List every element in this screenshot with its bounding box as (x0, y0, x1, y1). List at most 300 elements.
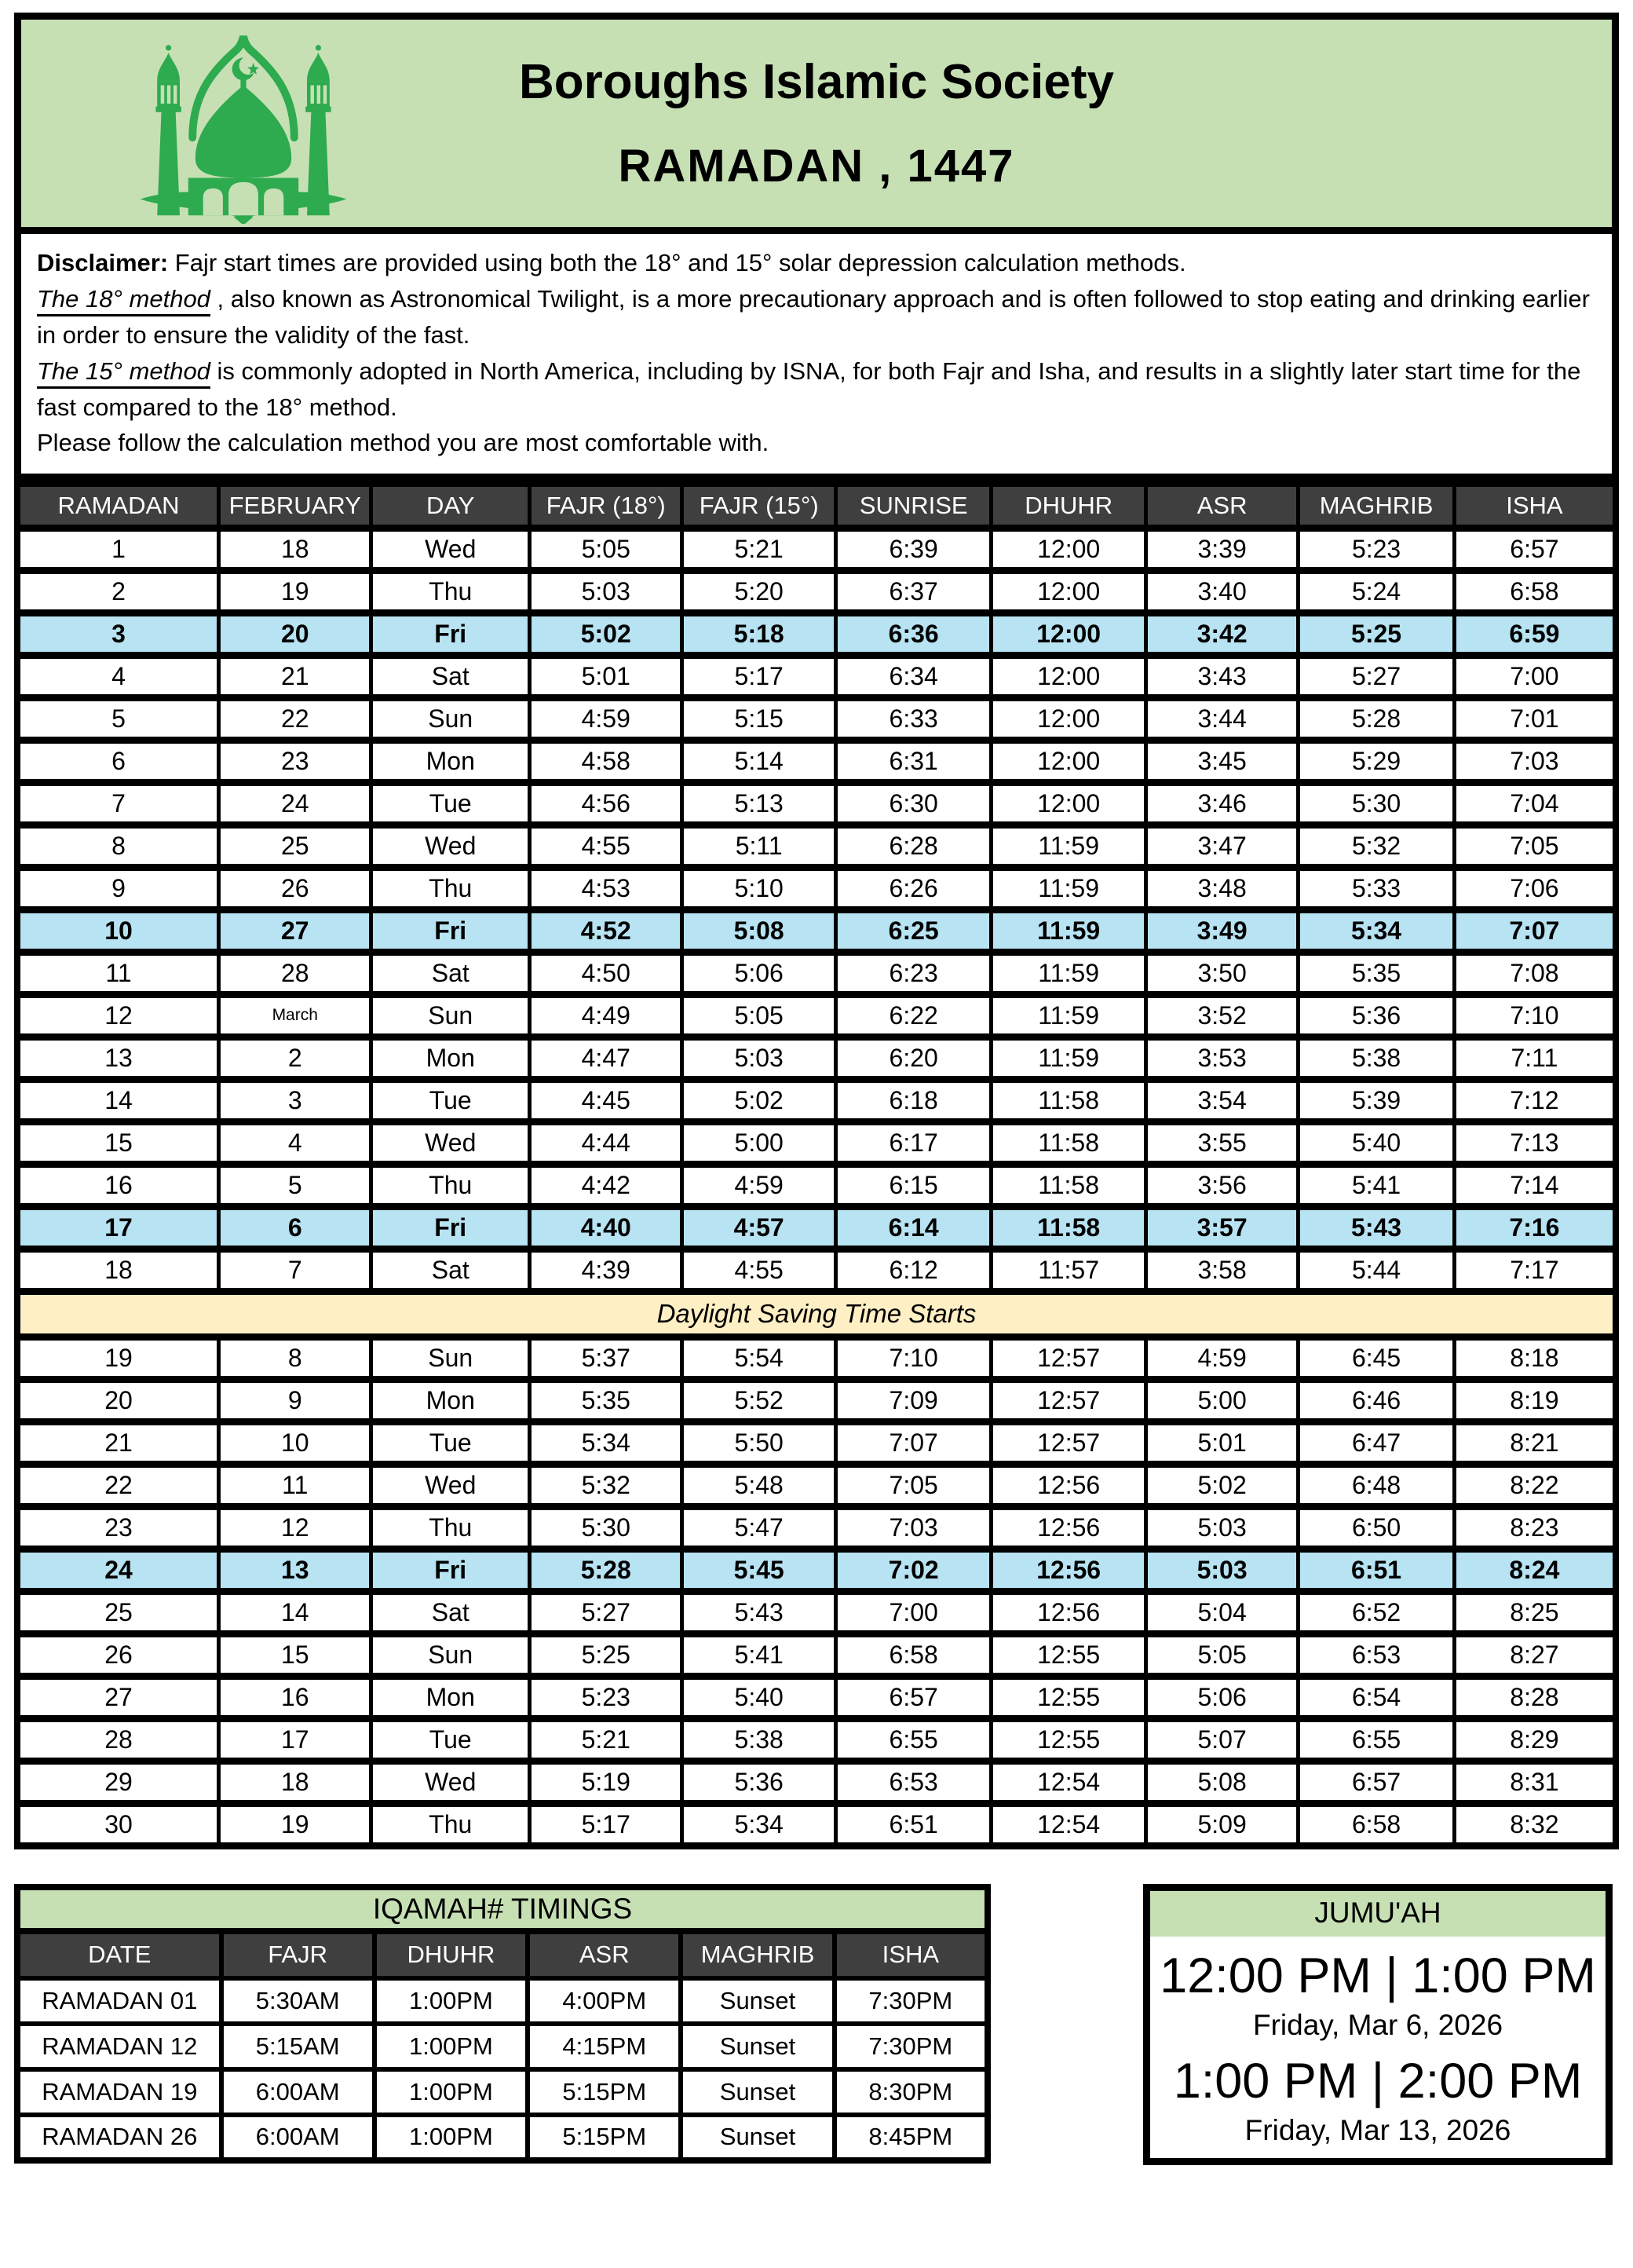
cell-asr: 5:08 (1145, 1761, 1298, 1803)
cell-ramadan: 22 (17, 1464, 219, 1506)
cell-asr: 3:55 (1145, 1121, 1298, 1164)
jumuah-date: Friday, Mar 13, 2026 (1244, 2113, 1511, 2146)
cell-fajr-18: 4:40 (530, 1206, 682, 1249)
timetable-row-ramadan-11 (17, 952, 1616, 994)
jumuah-times: 1:00 PM | 2:00 PM (1173, 2053, 1583, 2109)
cell-isha: 8:21 (1454, 1421, 1616, 1464)
timetable-row-ramadan-3 (17, 613, 1616, 655)
cell-isha: 8:28 (1454, 1676, 1616, 1718)
cell-fajr-15: 4:59 (682, 1164, 835, 1206)
cell-sunrise: 7:03 (835, 1506, 992, 1549)
cell-fajr-15: 5:54 (682, 1337, 835, 1379)
cell-maghrib: 6:50 (1299, 1506, 1455, 1549)
cell-day: Fri (371, 909, 530, 952)
cell-fajr-15: 5:14 (682, 740, 835, 782)
cell-sunrise: 6:57 (835, 1676, 992, 1718)
cell-sunrise: 6:17 (835, 1121, 992, 1164)
cell-isha: 7:00 (1454, 655, 1616, 697)
timetable-row-ramadan-28 (17, 1718, 1616, 1761)
cell-dhuhr: 12:56 (992, 1591, 1145, 1633)
cell-fajr-18: 5:23 (530, 1676, 682, 1718)
timetable-row-ramadan-26 (17, 1633, 1616, 1676)
cell-maghrib: 5:35 (1299, 952, 1455, 994)
cell-maghrib: 6:51 (1299, 1549, 1455, 1591)
cell-asr: 5:02 (1145, 1464, 1298, 1506)
cell-sunrise: 6:30 (835, 782, 992, 825)
disclaimer-label: Disclaimer: (37, 249, 169, 276)
cell-fajr-15: 5:47 (682, 1506, 835, 1549)
cell-maghrib: 5:30 (1299, 782, 1455, 825)
cell-ramadan: 12 (17, 994, 219, 1037)
cell-maghrib: 5:33 (1299, 867, 1455, 909)
iqamah-cell-fajr: 5:15AM (221, 2024, 374, 2069)
timetable-row-ramadan-13 (17, 1037, 1616, 1079)
cell-isha: 7:07 (1454, 909, 1616, 952)
timetable-row-ramadan-8 (17, 825, 1616, 867)
cell-ramadan: 6 (17, 740, 219, 782)
cell-isha: 8:23 (1454, 1506, 1616, 1549)
cell-ramadan: 15 (17, 1121, 219, 1164)
cell-asr: 3:53 (1145, 1037, 1298, 1079)
timetable-row-ramadan-21 (17, 1421, 1616, 1464)
cell-isha: 8:31 (1454, 1761, 1616, 1803)
column-header-fajr-15: FAJR (15°) (682, 484, 835, 528)
cell-february: 5 (219, 1164, 371, 1206)
cell-ramadan: 20 (17, 1379, 219, 1421)
cell-maghrib: 6:47 (1299, 1421, 1455, 1464)
cell-asr: 5:03 (1145, 1506, 1298, 1549)
cell-sunrise: 6:12 (835, 1249, 992, 1291)
cell-dhuhr: 11:57 (992, 1249, 1145, 1291)
method-18-label: The 18° method (37, 284, 210, 313)
cell-fajr-18: 5:02 (530, 613, 682, 655)
cell-fajr-15: 5:18 (682, 613, 835, 655)
cell-ramadan: 9 (17, 867, 219, 909)
cell-maghrib: 6:58 (1299, 1803, 1455, 1845)
cell-february: 15 (219, 1633, 371, 1676)
cell-sunrise: 7:10 (835, 1337, 992, 1379)
cell-sunrise: 6:36 (835, 613, 992, 655)
cell-february: 18 (219, 1761, 371, 1803)
cell-isha: 7:14 (1454, 1164, 1616, 1206)
cell-dhuhr: 12:00 (992, 613, 1145, 655)
cell-dhuhr: 12:00 (992, 528, 1145, 570)
column-header-sunrise: SUNRISE (835, 484, 992, 528)
iqamah-title-row (17, 1887, 988, 1931)
cell-fajr-18: 5:25 (530, 1633, 682, 1676)
cell-february: 23 (219, 740, 371, 782)
column-header-dhuhr: DHUHR (992, 484, 1145, 528)
iqamah-title: IQAMAH# TIMINGS (17, 1887, 988, 1931)
cell-dhuhr: 12:00 (992, 570, 1145, 613)
cell-day: Mon (371, 1037, 530, 1079)
prayer-timetable (14, 481, 1619, 1849)
cell-sunrise: 6:28 (835, 825, 992, 867)
iqamah-column-header-asr: ASR (528, 1931, 681, 1978)
cell-asr: 3:52 (1145, 994, 1298, 1037)
iqamah-cell-isha: 7:30PM (835, 2024, 988, 2069)
timetable-row-ramadan-19 (17, 1337, 1616, 1379)
cell-fajr-18: 5:17 (530, 1803, 682, 1845)
cell-dhuhr: 12:00 (992, 782, 1145, 825)
cell-fajr-15: 5:20 (682, 570, 835, 613)
jumuah-entries (1150, 1948, 1606, 2147)
cell-sunrise: 7:00 (835, 1591, 992, 1633)
iqamah-row-ramadan-26 (17, 2115, 988, 2160)
bottom-section (14, 1884, 1619, 2165)
cell-fajr-18: 5:27 (530, 1591, 682, 1633)
cell-isha: 8:22 (1454, 1464, 1616, 1506)
iqamah-column-header-maghrib: MAGHRIB (681, 1931, 834, 1978)
cell-february: 14 (219, 1591, 371, 1633)
column-header-february: FEBRUARY (219, 484, 371, 528)
cell-fajr-15: 5:38 (682, 1718, 835, 1761)
column-header-day: DAY (371, 484, 530, 528)
cell-ramadan: 14 (17, 1079, 219, 1121)
cell-day: Thu (371, 570, 530, 613)
cell-ramadan: 26 (17, 1633, 219, 1676)
cell-fajr-15: 4:55 (682, 1249, 835, 1291)
cell-isha: 8:29 (1454, 1718, 1616, 1761)
cell-fajr-18: 5:30 (530, 1506, 682, 1549)
iqamah-cell-dhuhr: 1:00PM (374, 1978, 528, 2024)
cell-dhuhr: 12:00 (992, 655, 1145, 697)
cell-dhuhr: 12:00 (992, 697, 1145, 740)
cell-february: 7 (219, 1249, 371, 1291)
cell-sunrise: 6:15 (835, 1164, 992, 1206)
iqamah-cell-date: RAMADAN 19 (17, 2069, 221, 2115)
cell-asr: 5:03 (1145, 1549, 1298, 1591)
iqamah-header-row (17, 1931, 988, 1978)
cell-asr: 3:58 (1145, 1249, 1298, 1291)
cell-day: Thu (371, 1803, 530, 1845)
cell-isha: 6:58 (1454, 570, 1616, 613)
cell-sunrise: 6:37 (835, 570, 992, 613)
cell-february: 17 (219, 1718, 371, 1761)
iqamah-cell-asr: 4:00PM (528, 1978, 681, 2024)
iqamah-cell-maghrib: Sunset (681, 2069, 834, 2115)
cell-isha: 7:06 (1454, 867, 1616, 909)
cell-maghrib: 5:28 (1299, 697, 1455, 740)
cell-asr: 5:00 (1145, 1379, 1298, 1421)
cell-dhuhr: 12:54 (992, 1761, 1145, 1803)
cell-february: 12 (219, 1506, 371, 1549)
cell-february: 21 (219, 655, 371, 697)
cell-asr: 4:59 (1145, 1337, 1298, 1379)
timetable-row-ramadan-30 (17, 1803, 1616, 1845)
cell-day: Sun (371, 1337, 530, 1379)
cell-ramadan: 27 (17, 1676, 219, 1718)
cell-maghrib: 5:36 (1299, 994, 1455, 1037)
cell-fajr-18: 4:53 (530, 867, 682, 909)
cell-maghrib: 5:38 (1299, 1037, 1455, 1079)
cell-sunrise: 6:14 (835, 1206, 992, 1249)
cell-fajr-15: 5:00 (682, 1121, 835, 1164)
cell-fajr-18: 4:39 (530, 1249, 682, 1291)
cell-fajr-18: 5:35 (530, 1379, 682, 1421)
cell-fajr-15: 5:43 (682, 1591, 835, 1633)
cell-dhuhr: 12:56 (992, 1549, 1145, 1591)
cell-asr: 3:50 (1145, 952, 1298, 994)
disclaimer-intro-text: Fajr start times are provided using both the 18° and 15° solar depression calculation methods. (168, 249, 1186, 276)
cell-ramadan: 17 (17, 1206, 219, 1249)
cell-fajr-15: 5:40 (682, 1676, 835, 1718)
cell-ramadan: 7 (17, 782, 219, 825)
cell-asr: 3:56 (1145, 1164, 1298, 1206)
cell-fajr-18: 4:45 (530, 1079, 682, 1121)
cell-maghrib: 6:48 (1299, 1464, 1455, 1506)
timetable-row-ramadan-9 (17, 867, 1616, 909)
cell-ramadan: 28 (17, 1718, 219, 1761)
cell-isha: 7:17 (1454, 1249, 1616, 1291)
cell-sunrise: 7:02 (835, 1549, 992, 1591)
cell-sunrise: 6:20 (835, 1037, 992, 1079)
timetable-row-ramadan-29 (17, 1761, 1616, 1803)
cell-asr: 3:45 (1145, 740, 1298, 782)
cell-day: Fri (371, 1206, 530, 1249)
cell-dhuhr: 11:59 (992, 994, 1145, 1037)
cell-day: Mon (371, 1676, 530, 1718)
timetable-row-ramadan-16 (17, 1164, 1616, 1206)
column-header-fajr-18: FAJR (18°) (530, 484, 682, 528)
cell-ramadan: 23 (17, 1506, 219, 1549)
method-18-line (37, 281, 1596, 353)
cell-maghrib: 6:53 (1299, 1633, 1455, 1676)
cell-sunrise: 6:58 (835, 1633, 992, 1676)
cell-ramadan: 16 (17, 1164, 219, 1206)
cell-february: 8 (219, 1337, 371, 1379)
cell-ramadan: 30 (17, 1803, 219, 1845)
cell-fajr-18: 4:44 (530, 1121, 682, 1164)
cell-asr: 5:01 (1145, 1421, 1298, 1464)
cell-dhuhr: 11:59 (992, 909, 1145, 952)
timetable-row-ramadan-7 (17, 782, 1616, 825)
cell-sunrise: 6:55 (835, 1718, 992, 1761)
cell-dhuhr: 11:58 (992, 1164, 1145, 1206)
iqamah-column-header-fajr: FAJR (221, 1931, 374, 1978)
cell-isha: 6:57 (1454, 528, 1616, 570)
cell-february: 19 (219, 570, 371, 613)
cell-sunrise: 6:34 (835, 655, 992, 697)
timetable-row-ramadan-10 (17, 909, 1616, 952)
disclaimer (14, 234, 1619, 481)
cell-february: 10 (219, 1421, 371, 1464)
cell-sunrise: 6:51 (835, 1803, 992, 1845)
cell-february: 2 (219, 1037, 371, 1079)
timetable-row-ramadan-4 (17, 655, 1616, 697)
cell-day: Thu (371, 1164, 530, 1206)
column-header-isha: ISHA (1454, 484, 1616, 528)
iqamah-column-header-isha: ISHA (835, 1931, 988, 1978)
cell-fajr-18: 5:01 (530, 655, 682, 697)
cell-ramadan: 24 (17, 1549, 219, 1591)
timetable-row-ramadan-5 (17, 697, 1616, 740)
cell-day: Sun (371, 697, 530, 740)
cell-ramadan: 1 (17, 528, 219, 570)
cell-maghrib: 5:43 (1299, 1206, 1455, 1249)
cell-day: Wed (371, 1121, 530, 1164)
iqamah-cell-date: RAMADAN 12 (17, 2024, 221, 2069)
timetable-row-ramadan-6 (17, 740, 1616, 782)
cell-february: 19 (219, 1803, 371, 1845)
timetable-row-ramadan-17 (17, 1206, 1616, 1249)
cell-february: 27 (219, 909, 371, 952)
iqamah-row-ramadan-19 (17, 2069, 988, 2115)
column-header-maghrib: MAGHRIB (1299, 484, 1455, 528)
cell-february: 13 (219, 1549, 371, 1591)
cell-ramadan: 8 (17, 825, 219, 867)
cell-dhuhr: 11:58 (992, 1206, 1145, 1249)
cell-isha: 7:10 (1454, 994, 1616, 1037)
cell-dhuhr: 12:57 (992, 1421, 1145, 1464)
cell-asr: 5:04 (1145, 1591, 1298, 1633)
cell-asr: 5:07 (1145, 1718, 1298, 1761)
cell-asr: 3:54 (1145, 1079, 1298, 1121)
cell-dhuhr: 11:59 (992, 952, 1145, 994)
cell-sunrise: 7:07 (835, 1421, 992, 1464)
cell-fajr-15: 5:41 (682, 1633, 835, 1676)
cell-isha: 7:11 (1454, 1037, 1616, 1079)
cell-ramadan: 2 (17, 570, 219, 613)
iqamah-column-header-date: DATE (17, 1931, 221, 1978)
cell-day: Tue (371, 1718, 530, 1761)
cell-asr: 3:39 (1145, 528, 1298, 570)
cell-dhuhr: 12:55 (992, 1676, 1145, 1718)
iqamah-cell-isha: 7:30PM (835, 1978, 988, 2024)
cell-fajr-15: 5:15 (682, 697, 835, 740)
cell-isha: 7:08 (1454, 952, 1616, 994)
cell-sunrise: 6:26 (835, 867, 992, 909)
cell-february: 3 (219, 1079, 371, 1121)
dst-notice: Daylight Saving Time Starts (17, 1291, 1616, 1337)
iqamah-cell-date: RAMADAN 26 (17, 2115, 221, 2160)
cell-isha: 6:59 (1454, 613, 1616, 655)
iqamah-cell-asr: 5:15PM (528, 2069, 681, 2115)
method-15-label: The 15° method (37, 357, 210, 385)
cell-sunrise: 6:39 (835, 528, 992, 570)
cell-sunrise: 7:09 (835, 1379, 992, 1421)
cell-maghrib: 5:27 (1299, 655, 1455, 697)
cell-ramadan: 3 (17, 613, 219, 655)
cell-february: 28 (219, 952, 371, 994)
cell-asr: 5:06 (1145, 1676, 1298, 1718)
cell-isha: 7:05 (1454, 825, 1616, 867)
cell-asr: 3:44 (1145, 697, 1298, 740)
cell-dhuhr: 12:55 (992, 1718, 1145, 1761)
cell-isha: 7:01 (1454, 697, 1616, 740)
cell-february: 26 (219, 867, 371, 909)
jumuah-panel (1143, 1884, 1613, 2165)
iqamah-cell-fajr: 6:00AM (221, 2069, 374, 2115)
cell-ramadan: 19 (17, 1337, 219, 1379)
cell-fajr-18: 4:50 (530, 952, 682, 994)
cell-day: Wed (371, 825, 530, 867)
cell-fajr-15: 5:02 (682, 1079, 835, 1121)
page-subtitle: RAMADAN , 1447 (618, 141, 1015, 192)
timetable-row-ramadan-23 (17, 1506, 1616, 1549)
cell-fajr-18: 5:32 (530, 1464, 682, 1506)
cell-fajr-18: 4:59 (530, 697, 682, 740)
cell-fajr-15: 4:57 (682, 1206, 835, 1249)
iqamah-cell-dhuhr: 1:00PM (374, 2024, 528, 2069)
cell-maghrib: 5:39 (1299, 1079, 1455, 1121)
cell-day: Tue (371, 1079, 530, 1121)
cell-day: Thu (371, 1506, 530, 1549)
iqamah-cell-fajr: 5:30AM (221, 1978, 374, 2024)
cell-maghrib: 5:40 (1299, 1121, 1455, 1164)
cell-isha: 8:24 (1454, 1549, 1616, 1591)
cell-maghrib: 5:29 (1299, 740, 1455, 782)
iqamah-row-ramadan-12 (17, 2024, 988, 2069)
cell-maghrib: 5:32 (1299, 825, 1455, 867)
cell-dhuhr: 12:00 (992, 740, 1145, 782)
cell-february: March (219, 994, 371, 1037)
cell-dhuhr: 12:54 (992, 1803, 1145, 1845)
cell-maghrib: 6:46 (1299, 1379, 1455, 1421)
cell-fajr-15: 5:45 (682, 1549, 835, 1591)
cell-sunrise: 6:25 (835, 909, 992, 952)
column-header-ramadan: RAMADAN (17, 484, 219, 528)
cell-dhuhr: 11:59 (992, 1037, 1145, 1079)
iqamah-table (14, 1884, 991, 2164)
cell-fajr-15: 5:03 (682, 1037, 835, 1079)
cell-asr: 3:48 (1145, 867, 1298, 909)
column-header-asr: ASR (1145, 484, 1298, 528)
jumuah-title: JUMU'AH (1150, 1891, 1606, 1937)
cell-ramadan: 25 (17, 1591, 219, 1633)
cell-fajr-18: 5:21 (530, 1718, 682, 1761)
cell-fajr-15: 5:05 (682, 994, 835, 1037)
header-titles (21, 20, 1612, 227)
cell-dhuhr: 12:56 (992, 1464, 1145, 1506)
jumuah-date: Friday, Mar 6, 2026 (1252, 2008, 1503, 2041)
cell-dhuhr: 12:57 (992, 1337, 1145, 1379)
cell-day: Sat (371, 655, 530, 697)
cell-dhuhr: 12:57 (992, 1379, 1145, 1421)
cell-february: 16 (219, 1676, 371, 1718)
method-18-text: , also known as Astronomical Twilight, is a more precautionary approach and is often followed to stop eating and drinking earlier in order to ensure the validity of the fast. (37, 284, 1590, 349)
cell-maghrib: 6:55 (1299, 1718, 1455, 1761)
cell-asr: 5:09 (1145, 1803, 1298, 1845)
cell-dhuhr: 11:58 (992, 1121, 1145, 1164)
iqamah-cell-date: RAMADAN 01 (17, 1978, 221, 2024)
cell-fajr-18: 5:05 (530, 528, 682, 570)
cell-maghrib: 5:23 (1299, 528, 1455, 570)
cell-fajr-15: 5:17 (682, 655, 835, 697)
iqamah-cell-maghrib: Sunset (681, 1978, 834, 2024)
timetable-row-ramadan-18 (17, 1249, 1616, 1291)
cell-february: 25 (219, 825, 371, 867)
cell-day: Sat (371, 1249, 530, 1291)
disclaimer-closing: Please follow the calculation method you are most comfortable with. (37, 429, 769, 457)
iqamah-cell-asr: 4:15PM (528, 2024, 681, 2069)
cell-isha: 8:25 (1454, 1591, 1616, 1633)
cell-maghrib: 5:41 (1299, 1164, 1455, 1206)
cell-february: 20 (219, 613, 371, 655)
timetable-row-ramadan-1 (17, 528, 1616, 570)
jumuah-times: 12:00 PM | 1:00 PM (1160, 1948, 1596, 2003)
cell-dhuhr: 11:58 (992, 1079, 1145, 1121)
cell-asr: 3:47 (1145, 825, 1298, 867)
cell-maghrib: 6:52 (1299, 1591, 1455, 1633)
cell-ramadan: 13 (17, 1037, 219, 1079)
cell-maghrib: 6:54 (1299, 1676, 1455, 1718)
cell-ramadan: 29 (17, 1761, 219, 1803)
cell-isha: 8:19 (1454, 1379, 1616, 1421)
cell-isha: 7:16 (1454, 1206, 1616, 1249)
timetable-row-ramadan-2 (17, 570, 1616, 613)
cell-day: Wed (371, 1761, 530, 1803)
